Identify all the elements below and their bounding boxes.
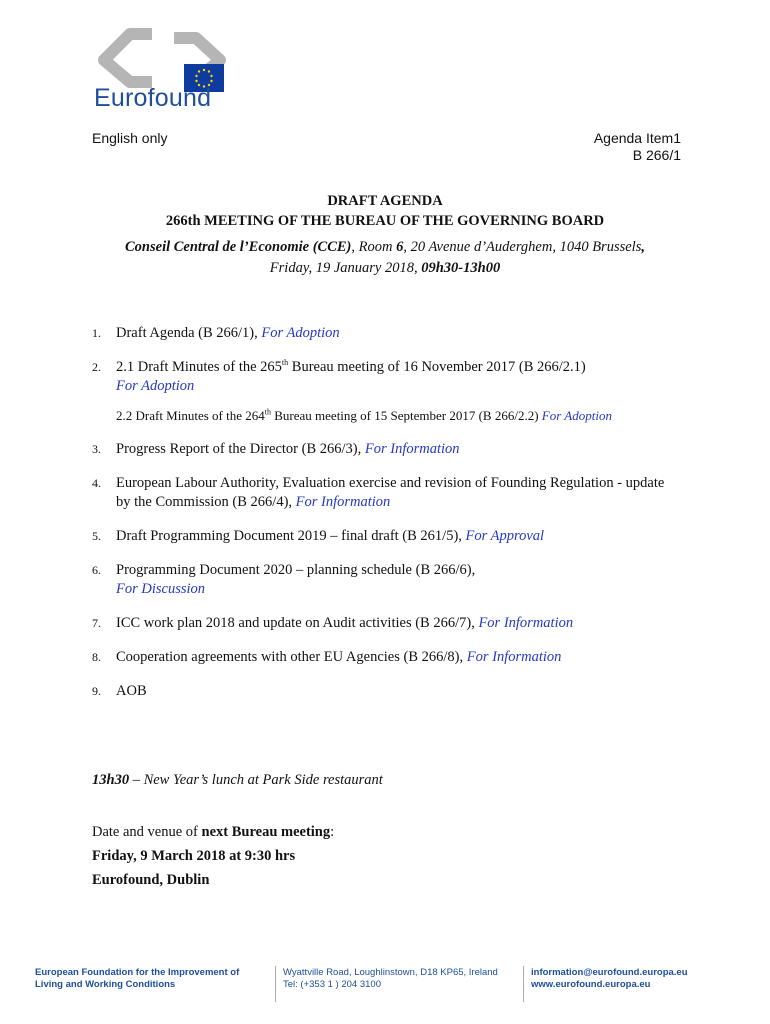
document-title: DRAFT AGENDA [327, 193, 443, 209]
item-text: Programming Document 2020 – planning schedule (B 266/6), [116, 562, 476, 578]
language-note: English only [92, 130, 168, 146]
meeting-title: 266th MEETING OF THE BUREAU OF THE GOVERNING BOARD [165, 213, 605, 229]
item-text: 2.1 Draft Minutes of the 265 [116, 359, 282, 375]
logo-wordmark: Eurofound [94, 84, 212, 112]
item-number: 9. [92, 684, 101, 698]
meeting-venue: Conseil Central de l’Economie (CCE), Room 6, 20 Avenue d’Auderghem, 1040 Brussels, Friday, 19 January 2018, 09h30-13h00 [125, 239, 645, 276]
item-action: For Adoption [541, 408, 612, 423]
footer-phone: Tel: (+353 1 ) 204 3100 [283, 979, 381, 990]
lunch-time: 13h30 [92, 772, 130, 788]
next-meeting-date: Friday, 9 March 2018 at 9:30 hrs [92, 848, 296, 864]
footer-address: Wyattville Road, Loughlinstown, D18 KP65, Ireland Tel: (+353 1 ) 204 3100 [283, 967, 498, 990]
item-text: AOB [116, 683, 147, 699]
meeting-date: Friday, 19 January 2018, [269, 260, 422, 276]
lunch-text: – New Year’s lunch at Park Side restaurant [129, 772, 383, 788]
item-number: 6. [92, 563, 101, 577]
item-action: For Information [478, 615, 574, 631]
subitem-text: 2.2 Draft Minutes of the 264 [116, 408, 265, 423]
venue-room: 6 [396, 239, 404, 255]
footer-organisation: European Foundation for the Improvement of Living and Working Conditions [35, 967, 240, 990]
item-number: 7. [92, 616, 101, 630]
agenda-item-label: Agenda Item1 [593, 130, 681, 146]
agenda-item [92, 682, 672, 701]
eurofound-logo [92, 24, 242, 116]
item-text: Draft Programming Document 2019 – final draft (B 261/5), [116, 528, 466, 544]
item-action: For Information [364, 441, 460, 457]
agenda-item [92, 614, 672, 633]
next-meeting-label: next Bureau meeting [201, 824, 331, 840]
footer-contact [531, 967, 688, 991]
document-code: B 266/1 [632, 147, 681, 163]
item-action: For Discussion [116, 581, 206, 597]
agenda-item [92, 648, 672, 667]
item-number: 3. [92, 442, 101, 456]
agenda-item [92, 527, 672, 546]
agenda-subitem: 2.2 Draft Minutes of the 264th Bureau meeting of 15 September 2017 (B 266/2.2) For Adoption [116, 407, 612, 423]
item-text: Cooperation agreements with other EU Agencies (B 266/8), [116, 649, 467, 665]
item-text: European Labour Authority, Evaluation exercise and revision of Founding Regulation - update by the Commission (B 266/4), [116, 475, 665, 510]
item-text: Draft Agenda (B 266/1), [116, 325, 262, 341]
item-number: 1. [92, 326, 101, 340]
agenda-reference [594, 130, 681, 164]
agenda-list [92, 324, 672, 716]
footer-email-link[interactable]: information@eurofound.europa.eu [531, 967, 688, 978]
item-action: For Approval [465, 528, 545, 544]
agenda-item: 2. 2.1 Draft Minutes of the 265th Bureau meeting of 16 November 2017 (B 266/2.1) For Adoption [92, 358, 586, 394]
footer-divider [523, 966, 524, 1002]
item-text: ICC work plan 2018 and update on Audit activities (B 266/7), [116, 615, 479, 631]
item-text: Progress Report of the Director (B 266/3), [116, 441, 365, 457]
item-number: 5. [92, 529, 101, 543]
item-number: 4. [92, 476, 101, 490]
next-meeting-place: Eurofound, Dublin [92, 872, 210, 888]
footer-divider [275, 966, 276, 1002]
item-action: For Adoption [261, 325, 340, 341]
footer-web-link[interactable]: www.eurofound.europa.eu [531, 979, 651, 990]
item-action: For Adoption [116, 378, 195, 394]
agenda-item [92, 440, 672, 459]
item-action: For Information [295, 494, 391, 510]
agenda-item [92, 324, 672, 343]
item-number: 8. [92, 650, 101, 664]
item-number: 2. [92, 360, 101, 374]
agenda-item [92, 561, 672, 599]
next-meeting: Date and venue of next Bureau meeting: Friday, 9 March 2018 at 9:30 hrs Eurofound, Dublin [92, 824, 335, 888]
agenda-item [92, 474, 672, 512]
lunch-note [92, 772, 383, 789]
item-action: For Information [466, 649, 562, 665]
meeting-time: 09h30-13h00 [421, 260, 501, 276]
venue-name: Conseil Central de l’Economie (CCE) [125, 239, 352, 255]
